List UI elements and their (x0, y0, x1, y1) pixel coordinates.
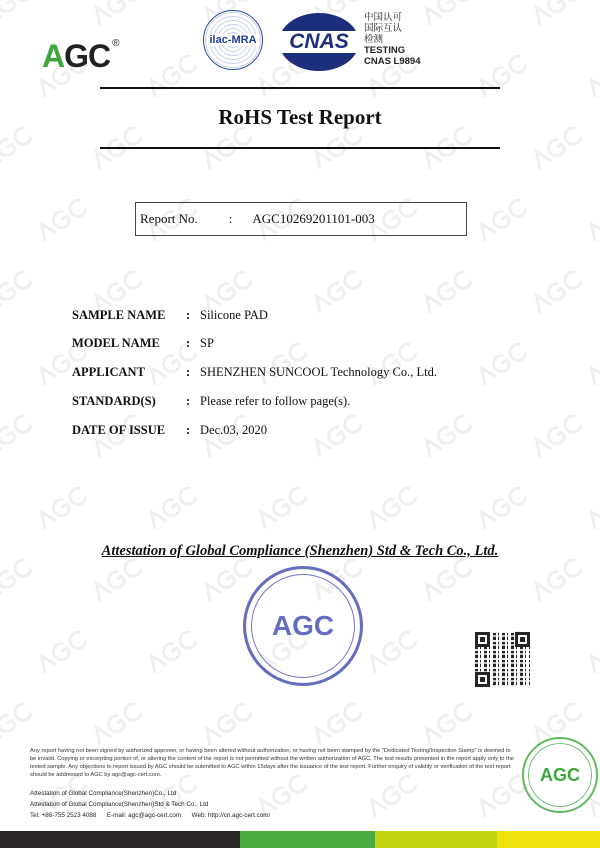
qr-code (475, 632, 530, 687)
watermark-mark (146, 54, 198, 97)
field-label: SAMPLE NAME (72, 308, 166, 322)
watermark-mark (366, 486, 418, 529)
watermark-mark (201, 702, 253, 745)
footer-bar-green (240, 831, 375, 848)
field-label: APPLICANT (72, 365, 145, 379)
contact-line: Tel: +86-755 2523 4088 E-mail: agc@agc-cert.com Web: http://cn.agc-cert.com/ (30, 812, 271, 819)
watermark-mark (531, 270, 583, 313)
watermark-mark (91, 558, 143, 601)
watermark-mark (586, 198, 600, 241)
testing-stamp: AGC (522, 737, 598, 813)
report-number-box (135, 202, 467, 236)
watermark-mark (0, 0, 33, 25)
report-number-value: AGC10269201101-003 (252, 211, 375, 226)
watermark-mark (0, 270, 33, 313)
footer-bar-lime (375, 831, 497, 848)
field-value: Dec.03, 2020 (200, 423, 267, 437)
watermark-mark (366, 774, 418, 817)
watermark-mark (36, 630, 88, 673)
agc-logo: AGC ® (42, 38, 119, 74)
watermark-mark (0, 702, 33, 745)
watermark-mark (311, 270, 363, 313)
watermark-mark (201, 270, 253, 313)
watermark-mark (0, 414, 33, 457)
watermark-mark (421, 270, 473, 313)
company-name: Attestation of Global Compliance (Shenzhen) Std & Tech Co., Ltd. (101, 543, 499, 559)
watermark-mark (531, 126, 583, 169)
watermark-mark (476, 486, 528, 529)
watermark-mark (36, 198, 88, 241)
watermark-mark (476, 54, 528, 97)
field-colon: : (186, 336, 191, 350)
watermark-mark (421, 702, 473, 745)
field-colon: : (186, 308, 191, 322)
watermark-mark (0, 558, 33, 601)
watermark-mark (586, 342, 600, 385)
watermark-mark (531, 558, 583, 601)
watermark-mark (0, 126, 33, 169)
watermark-mark (91, 270, 143, 313)
divider (100, 147, 500, 149)
field-value: SP (200, 336, 214, 350)
address-line: Attestation of Global Compliance(Shenzhen)Co., Ltd (30, 790, 177, 797)
report-number-label: Report No. (140, 211, 198, 226)
watermark-mark (36, 486, 88, 529)
divider (100, 87, 500, 89)
field-label: MODEL NAME (72, 336, 160, 350)
page-title: RoHS Test Report (218, 105, 382, 129)
watermark-mark (91, 702, 143, 745)
cnas-accreditation-text: 中国认可 国际互认 检测 TESTING CNAS L9894 (364, 12, 421, 67)
watermark-mark (586, 54, 600, 97)
watermark-mark (476, 342, 528, 385)
watermark-mark (531, 0, 583, 25)
report-number-colon: : (228, 211, 233, 226)
watermark-mark (311, 702, 363, 745)
company-seal: AGC (243, 566, 363, 686)
cnas-logo: CNAS (279, 13, 359, 71)
watermark-mark (586, 630, 600, 673)
watermark-mark (476, 774, 528, 817)
watermark-mark (91, 0, 143, 25)
field-colon: : (186, 365, 191, 379)
ilac-mra-logo: ilac-MRA (203, 10, 263, 70)
watermark-mark (201, 558, 253, 601)
watermark-mark (531, 414, 583, 457)
field-colon: : (186, 423, 191, 437)
watermark-mark (586, 486, 600, 529)
disclaimer-text: Any report having not been signed by authorized approver, or having been altered without authorization, or having not been stamped by the "Dedicated Testing/Inspection Stamp" is deemed to be invalid. Copying or excerpting portion of, or altering the content of the report is not permitted without the written authorization of AGC. The test results presented in the report apply only to the tested sample. Any objections to report issued by AGC should be submitted to AGC within 15days after the issuance of the test report. Further enquiry of validity or verification of the test report should be addressed to AGC by agc@agc-cert.com. (30, 748, 514, 778)
footer-bar-dark (0, 831, 240, 848)
field-colon: : (186, 394, 191, 408)
watermark-mark (256, 774, 308, 817)
watermark-mark (256, 486, 308, 529)
field-value: Silicone PAD (200, 308, 268, 322)
field-label: STANDARD(S) (72, 394, 156, 408)
watermark-mark (421, 558, 473, 601)
field-value: SHENZHEN SUNCOOL Technology Co., Ltd. (200, 365, 437, 379)
field-value: Please refer to follow page(s). (200, 394, 351, 408)
field-label: DATE OF ISSUE (72, 423, 166, 437)
watermark-mark (366, 630, 418, 673)
address-line: Attestation of Global Compliance(Shenzhen)Std & Tech Co., Ltd (30, 801, 209, 808)
watermark-mark (421, 414, 473, 457)
watermark-mark (311, 414, 363, 457)
watermark-mark (421, 0, 473, 25)
watermark-mark (146, 486, 198, 529)
watermark-mark (146, 630, 198, 673)
watermark-mark (476, 198, 528, 241)
footer-bar-yellow (497, 831, 600, 848)
